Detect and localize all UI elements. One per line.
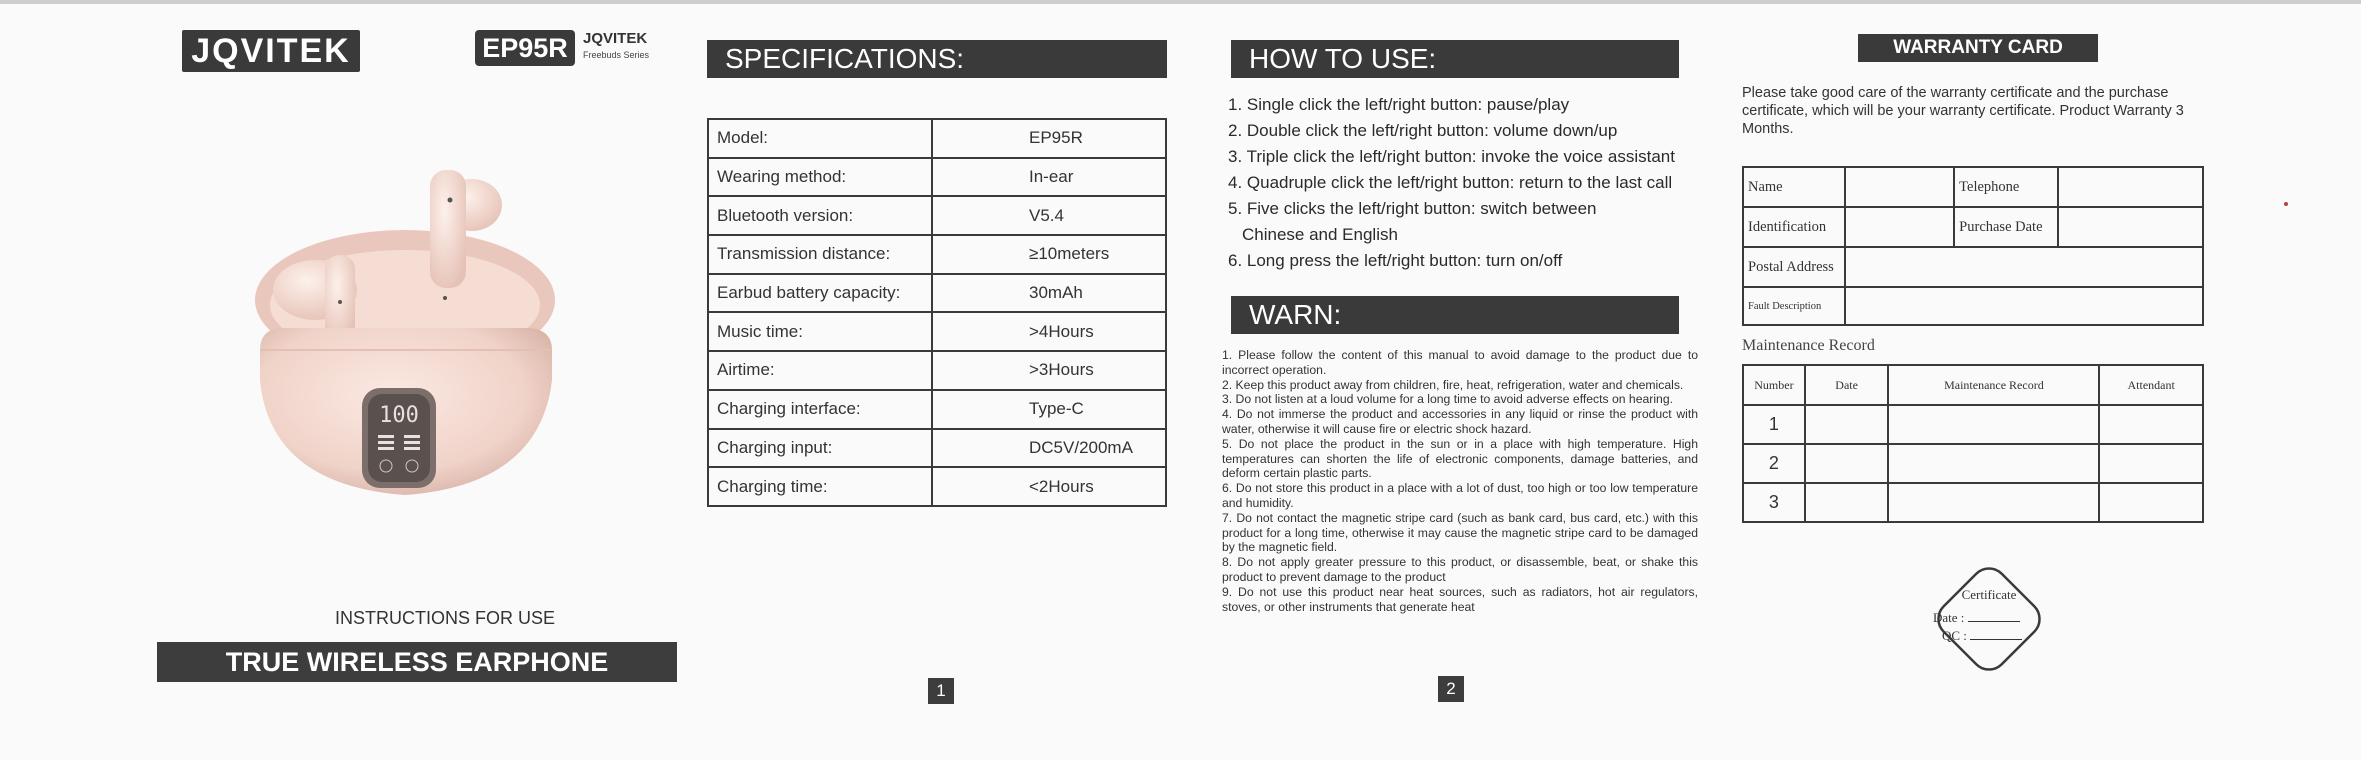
table-row [708, 429, 1166, 468]
attendant-cell[interactable] [2099, 483, 2203, 522]
spec-label: Charging time: [708, 467, 932, 506]
maintenance-record-table [1742, 364, 2204, 523]
spec-value: In-ear [932, 158, 1166, 197]
list-item: Chinese and English [1242, 225, 1398, 244]
customer-info-table [1742, 166, 2204, 326]
identification-field[interactable] [1845, 207, 1954, 247]
print-speck [2284, 202, 2288, 206]
name-label: Name [1743, 167, 1845, 207]
spec-label: Model: [708, 119, 932, 158]
spec-label: Music time: [708, 312, 932, 351]
spec-label: Airtime: [708, 351, 932, 390]
usage-list [1228, 92, 1708, 274]
postal-address-label: Postal Address [1743, 247, 1845, 287]
cover-panel [140, 0, 700, 760]
purchase-date-label: Purchase Date [1954, 207, 2058, 247]
table-row [708, 196, 1166, 235]
certificate-date-label: Date : [1933, 610, 1965, 625]
warning-list [1222, 348, 1698, 614]
record-cell[interactable] [1888, 444, 2099, 483]
table-row [708, 274, 1166, 313]
specifications-panel [700, 0, 1200, 760]
row-number: 3 [1743, 483, 1805, 522]
certificate-qc [1942, 628, 2022, 644]
instructions-caption: INSTRUCTIONS FOR USE [334, 608, 555, 628]
specifications-table [707, 118, 1167, 507]
spec-value: V5.4 [932, 196, 1166, 235]
spec-value: Type-C [932, 390, 1166, 429]
table-row [1743, 405, 2203, 444]
how-to-use-heading: HOW TO USE: [1231, 40, 1679, 78]
list-item: 1. Single click the left/right button: pause/play [1228, 95, 1570, 114]
certificate-qc-label: QC : [1942, 628, 1967, 643]
spec-value: EP95R [932, 119, 1166, 158]
attendant-cell[interactable] [2099, 444, 2203, 483]
spec-label: Earbud battery capacity: [708, 274, 932, 313]
battery-display: 100 [379, 403, 419, 428]
certificate-title: Certificate [1961, 587, 2017, 602]
purchase-date-field[interactable] [2058, 207, 2203, 247]
date-cell[interactable] [1805, 483, 1889, 522]
table-row [1743, 444, 2203, 483]
column-header: Maintenance Record [1888, 365, 2099, 405]
list-item: 5. Do not place the product in the sun or in a place with high temperature. High temperatures can shorten the life of electronic components, damage batteries, and deform certain plastic parts. [1222, 436, 1698, 481]
date-cell[interactable] [1805, 405, 1889, 444]
list-item: 6. Do not store this product in a place with a lot of dust, too high or too low temperature and humidity. [1222, 481, 1698, 510]
list-item: 6. Long press the left/right button: turn on/off [1228, 251, 1563, 270]
product-title: TRUE WIRELESS EARPHONE [157, 642, 677, 682]
column-header: Attendant [2099, 365, 2203, 405]
page-number: 2 [1438, 676, 1464, 702]
list-item: 4. Quadruple click the left/right button: return to the last call [1228, 173, 1673, 192]
spec-value: <2Hours [932, 467, 1166, 506]
list-item: 2. Double click the left/right button: volume down/up [1228, 121, 1618, 140]
list-item: 3. Triple click the left/right button: invoke the voice assistant [1228, 147, 1675, 166]
spec-label: Charging interface: [708, 390, 932, 429]
table-row [1743, 247, 2203, 287]
spec-label: Charging input: [708, 429, 932, 468]
table-row [1743, 287, 2203, 325]
table-row [1743, 207, 2203, 247]
spec-label: Transmission distance: [708, 235, 932, 274]
fault-description-label: Fault Description [1743, 287, 1845, 325]
certificate-date [1933, 610, 2020, 626]
spec-value: DC5V/200mA [932, 429, 1166, 468]
specifications-heading: SPECIFICATIONS: [707, 40, 1167, 78]
spec-value: 30mAh [932, 274, 1166, 313]
warranty-description: Please take good care of the warranty certificate and the purchase certificate, which will be your warranty certificate. Product Warranty 3 Months. [1742, 85, 2184, 137]
column-header: Date [1805, 365, 1889, 405]
warranty-panel [1720, 0, 2240, 760]
table-row [1743, 167, 2203, 207]
table-row [708, 158, 1166, 197]
table-row [708, 312, 1166, 351]
table-row [708, 119, 1166, 158]
record-cell[interactable] [1888, 483, 2099, 522]
list-item: 4. Do not immerse the product and accessories in any liquid or rinse the product with water, otherwise it will cause fire or electric shock hazard. [1222, 407, 1698, 436]
record-cell[interactable] [1888, 405, 2099, 444]
identification-label: Identification [1743, 207, 1845, 247]
spec-value: ≥10meters [932, 235, 1166, 274]
spec-label: Bluetooth version: [708, 196, 932, 235]
model-badge: EP95R [475, 30, 575, 66]
row-number: 1 [1743, 405, 1805, 444]
list-item: 5. Five clicks the left/right button: switch between [1228, 199, 1597, 218]
list-item: 7. Do not contact the magnetic stripe card (such as bank card, bus card, etc.) with this product for a long time, otherwise it may cause the magnetic stripe card to be damaged by the magnetic field. [1222, 510, 1698, 555]
list-item: 3. Do not listen at a loud volume for a long time to avoid adverse effects on hearing. [1222, 392, 1673, 407]
brand-series: Freebuds Series [583, 50, 650, 60]
page-number: 1 [928, 678, 954, 704]
list-item: 2. Keep this product away from children, fire, heat, refrigeration, water and chemicals. [1222, 377, 1684, 392]
row-number: 2 [1743, 444, 1805, 483]
maintenance-record-label: Maintenance Record [1742, 337, 1875, 354]
warn-heading: WARN: [1231, 296, 1679, 334]
column-header: Number [1743, 365, 1805, 405]
spec-label: Wearing method: [708, 158, 932, 197]
list-item: 8. Do not apply greater pressure to this product, or disassemble, beat, or shake this product to prevent damage to the product [1222, 555, 1698, 584]
table-row [708, 467, 1166, 506]
product-image [240, 150, 570, 550]
spec-value: >3Hours [932, 351, 1166, 390]
fault-description-field[interactable] [1845, 287, 2203, 325]
table-row [708, 235, 1166, 274]
table-row [1743, 483, 2203, 522]
postal-address-field[interactable] [1845, 247, 2203, 287]
spec-value: >4Hours [932, 312, 1166, 351]
table-row [708, 351, 1166, 390]
table-row [708, 390, 1166, 429]
list-item: 1. Please follow the content of this manual to avoid damage to the product due to incorrect operation. [1222, 348, 1698, 377]
attendant-cell[interactable] [2099, 405, 2203, 444]
how-to-use-panel [1200, 0, 1720, 760]
name-field[interactable] [1845, 167, 1954, 207]
date-cell[interactable] [1805, 444, 1889, 483]
telephone-label: Telephone [1954, 167, 2058, 207]
warranty-heading: WARRANTY CARD [1858, 34, 2098, 62]
list-item: 9. Do not use this product near heat sources, such as radiators, hot air regulators, stoves, or other instruments that generate heat [1222, 584, 1698, 614]
table-header-row [1743, 365, 2203, 405]
telephone-field[interactable] [2058, 167, 2203, 207]
brand-logo: JQVITEK [182, 30, 360, 72]
brand-name: JQVITEK [583, 30, 648, 47]
